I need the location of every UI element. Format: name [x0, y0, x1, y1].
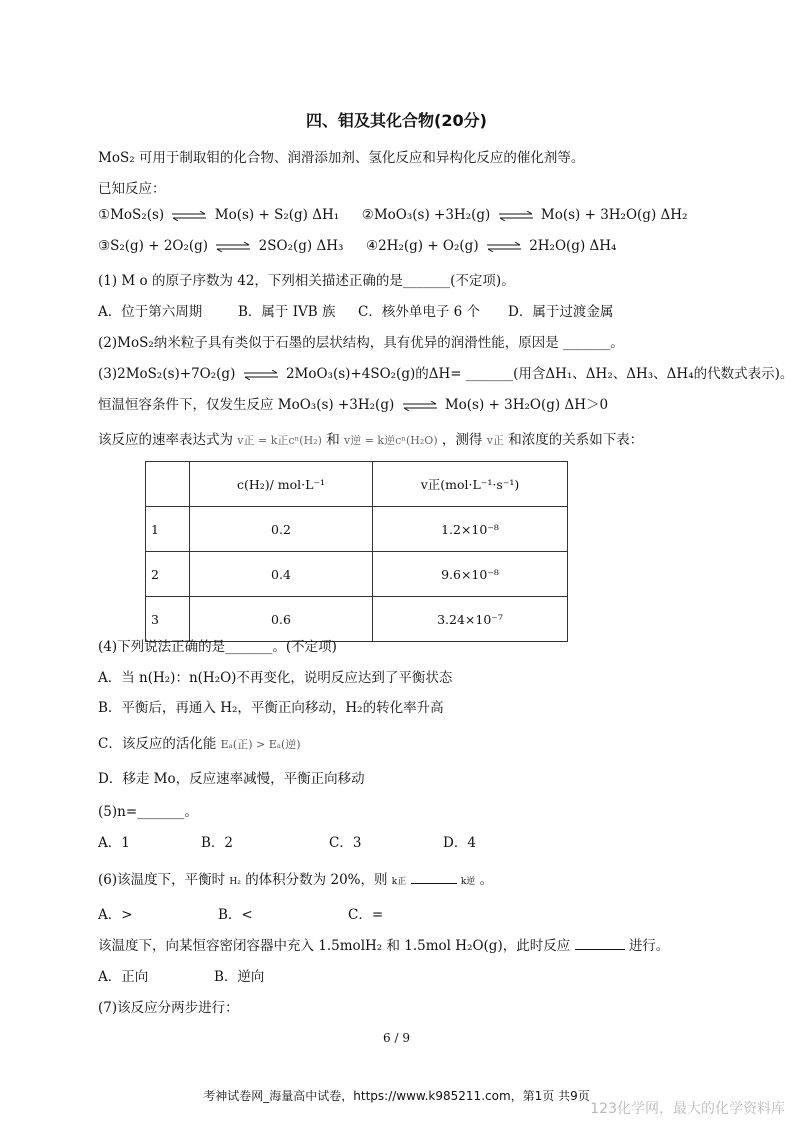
table-cell: 3.24×10⁻⁷: [373, 597, 568, 642]
condition-right: Mo(s) + 3H₂O(g) ΔH＞0: [444, 397, 609, 413]
q4-option-b: B．平衡后，再通入 H₂，平衡正向移动，H₂的转化率升高: [98, 700, 444, 716]
q6-k-reverse: k逆: [460, 877, 476, 887]
table-cell: 0.4: [190, 552, 373, 597]
rate-text: 该反应的速率表达式为: [98, 432, 233, 448]
rate-text-measured: ，测得: [441, 432, 483, 448]
table-cell: 2: [146, 552, 190, 597]
q4-option-c: [98, 732, 301, 752]
q5-option-d: D．4: [443, 835, 476, 851]
reaction-3-right: 2SO₂(g) ΔH₃: [258, 238, 344, 254]
reaction-1-right: Mo(s) + S₂(g) ΔH₁: [214, 207, 340, 223]
table-cell: 3: [146, 597, 190, 642]
activation-energy-expression: Eₐ(正) > Eₐ(逆): [220, 738, 301, 751]
q4-option-c-text: C．该反应的活化能: [98, 736, 217, 752]
question-3: [98, 362, 793, 382]
table-header-row: [146, 462, 568, 507]
reaction-4-right: 2H₂O(g) ΔH₄: [529, 238, 617, 254]
question-6-options: [98, 903, 383, 923]
reaction-2-right: Mo(s) + 3H₂O(g) ΔH₂: [540, 207, 688, 223]
page-footer: 考神试卷网_海量高中试卷，https://www.k985211.com，第1页 共9页: [203, 1089, 590, 1103]
rate-text-and: 和: [326, 432, 340, 448]
question-3-left: (3)2MoS₂(s)+7O₂(g): [98, 366, 236, 382]
q6-fill-option-a: A．正向: [98, 969, 149, 985]
table-cell: 1: [146, 507, 190, 552]
question-6: [98, 868, 493, 888]
question-5: (5)n=_______。: [98, 804, 198, 820]
q1-option-d: D．属于过渡金属: [508, 304, 614, 320]
q1-option-b: B．属于 IVB 族: [238, 304, 336, 320]
question-6-fill: [98, 934, 669, 954]
q6-fill-text: 该温度下，向某恒容密闭容器中充入 1.5molH₂ 和 1.5mol H₂O(g)，此时反应: [98, 938, 571, 954]
q6-k-forward: k正: [391, 877, 407, 887]
rate-text-table: 和浓度的关系如下表：: [508, 432, 644, 448]
table-cell: 1.2×10⁻⁸: [373, 507, 568, 552]
question-6-fill-options: [98, 965, 264, 985]
table-cell: 0.6: [190, 597, 373, 642]
reaction-4-left: ④2H₂(g) + O₂(g): [365, 238, 479, 254]
condition-left: 恒温恒容条件下，仅发生反应 MoO₃(s) +3H₂(g): [98, 397, 395, 413]
q4-option-a: A．当 n(H₂)：n(H₂O)不再变化，说明反应达到了平衡状态: [98, 670, 453, 686]
question-7: (7)该反应分两步进行：: [98, 1000, 239, 1016]
page-number: 6 / 9: [383, 1031, 410, 1045]
q6-option-b: B．<: [218, 907, 253, 923]
q5-option-a: A．1: [98, 835, 130, 851]
question-2: (2)MoS₂纳米粒子具有类似于石墨的层状结构，具有优异的润滑性能，原因是 _______。: [98, 335, 624, 351]
q6-option-a: A．>: [98, 907, 133, 923]
reaction-row-2: [98, 238, 616, 254]
table-row: [146, 552, 568, 597]
q5-option-c: C．3: [329, 835, 362, 851]
question-1-options: [98, 300, 613, 320]
known-reactions-label: 已知反应：: [98, 181, 166, 197]
equilibrium-arrow-icon: [171, 211, 207, 221]
table-header-cell: c(H₂)/ mol·L⁻¹: [190, 462, 373, 507]
reaction-row-1: [98, 207, 687, 223]
rate-expression-line: [98, 428, 643, 448]
equilibrium-arrow-icon: [243, 370, 279, 380]
answer-blank: [575, 937, 625, 950]
question-5-options: [98, 831, 476, 851]
reaction-3-left: ③S₂(g) + 2O₂(g): [98, 238, 209, 254]
q6-text-b: 的体积分数为 20%，则: [245, 872, 388, 888]
rate-reverse-expression: v逆 = k逆cⁿ(H₂O): [344, 434, 438, 447]
intro-text: MoS₂ 可用于制取钼的化合物、润滑添加剂、氢化反应和异构化反应的催化剂等。: [98, 150, 585, 166]
reaction-1-left: ①MoS₂(s): [98, 207, 165, 223]
q5-option-b: B．2: [201, 835, 234, 851]
table-header-cell: [146, 462, 190, 507]
question-4: (4)下列说法正确的是_______。(不定项): [98, 639, 337, 655]
q6-fill-option-b: B．逆向: [214, 969, 265, 985]
q6-h2-symbol: H₂: [229, 877, 241, 887]
question-3-right: 2MoO₃(s)+4SO₂(g)的ΔH= _______(用含ΔH₁、ΔH₂、ΔH₃、ΔH₄的代数式表示)。: [285, 366, 793, 382]
table-row: [146, 507, 568, 552]
watermark: 123化学网，最大的化学资料库: [590, 1101, 785, 1117]
q6-text-end: 。: [479, 872, 494, 888]
q6-option-c: C．=: [348, 907, 384, 923]
rate-v-symbol: v正: [486, 434, 504, 447]
table-cell: 0.2: [190, 507, 373, 552]
q1-option-c: C．核外单电子 6 个: [358, 304, 481, 320]
q1-option-a: A．位于第六周期: [98, 304, 203, 320]
q6-text-a: (6)该温度下，平衡时: [98, 872, 226, 888]
q4-option-d: D．移走 Mo，反应速率减慢，平衡正向移动: [98, 771, 365, 787]
equilibrium-arrow-icon: [498, 211, 534, 221]
section-title: 四、钼及其化合物(20分): [306, 111, 487, 130]
rate-data-table: [145, 461, 568, 642]
equilibrium-arrow-icon: [486, 242, 522, 252]
condition-line: [98, 393, 608, 413]
table-cell: 9.6×10⁻⁸: [373, 552, 568, 597]
rate-forward-expression: v正 = k正cⁿ(H₂): [237, 434, 322, 447]
equilibrium-arrow-icon: [402, 401, 438, 411]
equilibrium-arrow-icon: [215, 242, 251, 252]
reaction-2-left: ②MoO₃(s) +3H₂(g): [361, 207, 491, 223]
table-header-cell: v正(mol·L⁻¹·s⁻¹): [373, 462, 568, 507]
answer-blank: [411, 871, 457, 884]
question-1: (1) M o 的原子序数为 42，下列相关描述正确的是_______(不定项)。: [98, 273, 515, 289]
q6-fill-text-end: 进行。: [628, 938, 670, 954]
